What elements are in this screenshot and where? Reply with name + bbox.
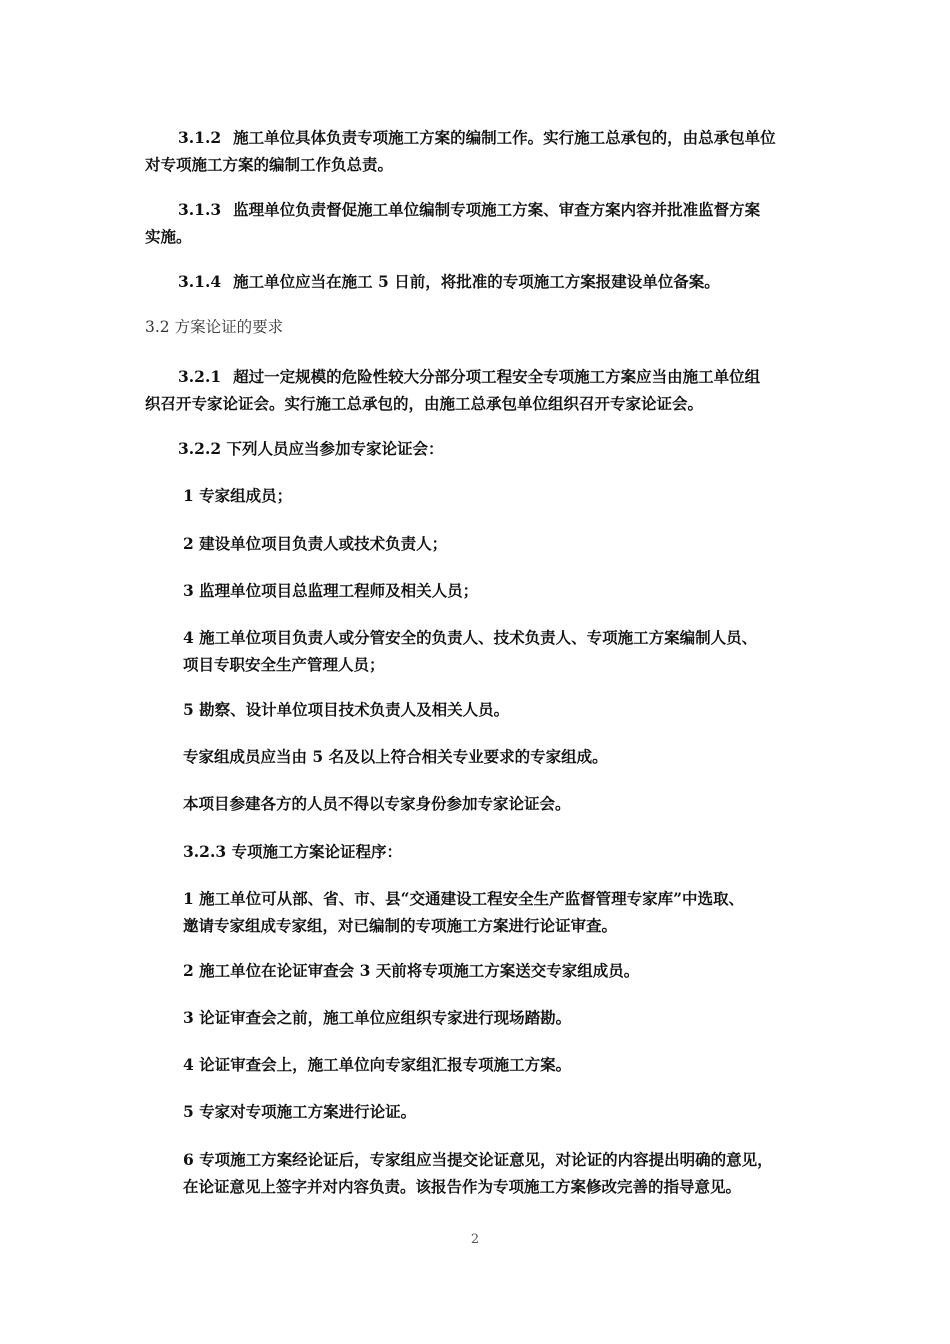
list-item: 5 勘察、设计单位项目技术负责人及相关人员。 <box>183 700 510 719</box>
paragraph-3-1-2 <box>145 124 776 178</box>
note-paragraph: 本项目参建各方的人员不得以专家身份参加专家论证会。 <box>183 794 571 813</box>
paragraph-3-2-2: 3.2.2 下列人员应当参加专家论证会： <box>178 439 444 458</box>
list-item-text: 6 专项施工方案经论证后，专家组应当提交论证意见，对论证的内容提出明确的意见， <box>183 1150 773 1169</box>
list-item: 3 论证审查会之前，施工单位应组织专家进行现场踏勘。 <box>183 1008 572 1027</box>
paragraph-text: 实施。 <box>145 227 192 246</box>
list-item: 2 建设单位项目负责人或技术负责人； <box>183 534 448 553</box>
clause-number: 3.1.2 <box>178 128 222 147</box>
paragraph-text: 监理单位负责督促施工单位编制专项施工方案、审查方案内容并批准监督方案 <box>233 200 761 219</box>
paragraph-text: 织召开专家论证会。实行施工总承包的，由施工总承包单位组织召开专家论证会。 <box>145 394 704 413</box>
paragraph-3-1-3 <box>145 196 760 250</box>
paragraph-text: 施工单位应当在施工 5 日前，将批准的专项施工方案报建设单位备案。 <box>233 272 720 291</box>
list-item-text: 项目专职安全生产管理人员； <box>183 655 385 674</box>
list-item <box>183 624 757 678</box>
list-item: 1 专家组成员； <box>183 486 293 505</box>
paragraph-text: 超过一定规模的危险性较大分部分项工程安全专项施工方案应当由施工单位组 <box>233 367 761 386</box>
paragraph-text: 对专项施工方案的编制工作负总责。 <box>145 155 394 174</box>
paragraph-3-2-1 <box>145 363 760 417</box>
list-item: 4 论证审查会上，施工单位向专家组汇报专项施工方案。 <box>183 1055 572 1074</box>
list-item-text: 4 施工单位项目负责人或分管安全的负责人、技术负责人、专项施工方案编制人员、 <box>183 628 758 647</box>
page-number: 2 <box>470 1232 480 1247</box>
list-item-text: 邀请专家组成专家组，对已编制的专项施工方案进行论证审查。 <box>183 916 618 935</box>
list-item-text: 1 施工单位可从部、省、市、县“交通建设工程安全生产监督管理专家库”中选取、 <box>183 889 745 908</box>
list-item: 5 专家对专项施工方案进行论证。 <box>183 1102 417 1121</box>
clause-number: 3.1.4 <box>178 272 222 291</box>
note-paragraph: 专家组成员应当由 5 名及以上符合相关专业要求的专家组成。 <box>183 747 608 766</box>
paragraph-3-1-4 <box>145 268 720 295</box>
section-heading-3-2: 3.2 方案论证的要求 <box>145 318 284 336</box>
clause-number: 3.1.3 <box>178 200 222 219</box>
paragraph-3-2-3: 3.2.3 专项施工方案论证程序： <box>183 842 403 861</box>
clause-number: 3.2.1 <box>178 367 222 386</box>
list-item-text: 在论证意见上签字并对内容负责。该报告作为专项施工方案修改完善的指导意见。 <box>183 1177 742 1196</box>
list-item <box>183 1146 773 1200</box>
list-item <box>183 885 744 939</box>
list-item: 2 施工单位在论证审查会 3 天前将专项施工方案送交专家组成员。 <box>183 961 640 980</box>
list-item: 3 监理单位项目总监理工程师及相关人员； <box>183 581 479 600</box>
paragraph-text: 施工单位具体负责专项施工方案的编制工作。实行施工总承包的，由总承包单位 <box>233 128 776 147</box>
